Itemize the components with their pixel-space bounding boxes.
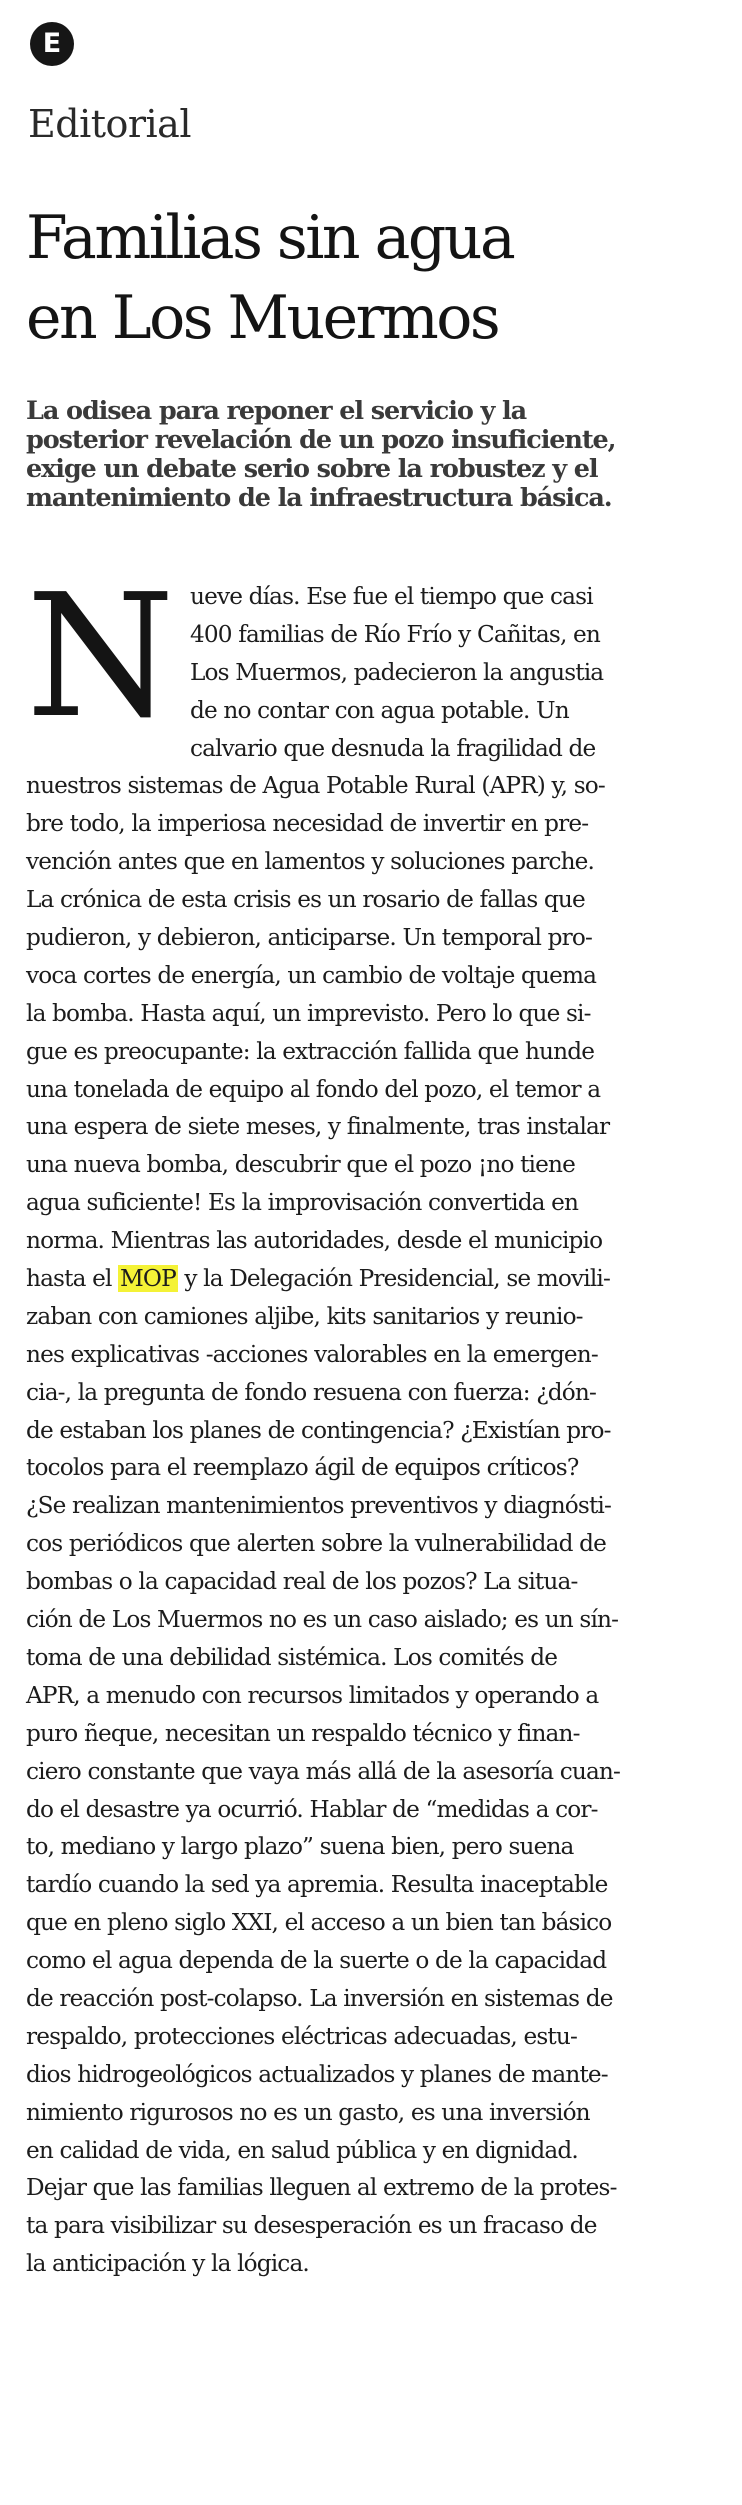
body-text-line: de reacción post-colapso. La inversión en sistemas de [26, 1984, 613, 2012]
drop-cap: N [26, 558, 171, 756]
body-text-line: la anticipación y la lógica. [26, 2250, 309, 2278]
body-text-line: tocolos para el reemplazo ágil de equipos críticos? [26, 1454, 579, 1482]
body-text-line: bombas o la capacidad real de los pozos? La situa- [26, 1568, 578, 1596]
body-text-line: voca cortes de energía, un cambio de voltaje quema [26, 961, 597, 989]
body-text-line: en calidad de vida, en salud pública y en dignidad. [26, 2136, 578, 2164]
headline [26, 198, 726, 358]
body-text-line: la bomba. Hasta aquí, un imprevisto. Pero lo que si- [26, 999, 591, 1027]
body-text-line: cia-, la pregunta de fondo resuena con fuerza: ¿dón- [26, 1378, 596, 1406]
deck-line: posterior revelación de un pozo insuficiente, [26, 425, 616, 455]
highlighted-term: MOP [120, 1265, 176, 1293]
section-label: Editorial [28, 102, 191, 146]
body-text-line: do el desastre ya ocurrió. Hablar de “medidas a cor- [26, 1795, 598, 1823]
body-text-line: to, mediano y largo plazo” suena bien, pero suena [26, 1833, 574, 1861]
body-text-line: bre todo, la imperiosa necesidad de invertir en pre- [26, 810, 589, 838]
body-text-line: La crónica de esta crisis es un rosario de fallas que [26, 886, 585, 914]
body-text-line: ciero constante que vaya más allá de la asesoría cuan- [26, 1757, 620, 1785]
headline-line-1: Familias sin agua [26, 203, 514, 273]
body-text-line: cos periódicos que alerten sobre la vulnerabilidad de [26, 1530, 606, 1558]
deck-line: La odisea para reponer el servicio y la [26, 396, 527, 426]
body-text-line: nimiento rigurosos no es un gasto, es una inversión [26, 2098, 590, 2126]
body-text-line: que en pleno siglo XXI, el acceso a un bien tan básico [26, 1909, 612, 1937]
body-text-line: ta para visibilizar su desesperación es un fracaso de [26, 2212, 597, 2240]
body-text-line: nes explicativas -acciones valorables en la emergen- [26, 1340, 598, 1368]
body-text-line: 400 familias de Río Frío y Cañitas, en [190, 620, 600, 648]
body-text-line: una tonelada de equipo al fondo del pozo, el temor a [26, 1075, 601, 1103]
body-text-line: ueve días. Ese fue el tiempo que casi [190, 583, 593, 610]
body-text-line: APR, a menudo con recursos limitados y operando a [26, 1681, 599, 1709]
body-text-line: vención antes que en lamentos y soluciones parche. [26, 848, 595, 876]
body-text-line: una espera de siete meses, y finalmente, tras instalar [26, 1113, 610, 1141]
deck-line: exige un debate serio sobre la robustez y el [26, 454, 598, 484]
body-text-line: como el agua dependa de la suerte o de la capacidad [26, 1947, 607, 1975]
body-text-line: ción de Los Muermos no es un caso aislado; es un sín- [26, 1606, 619, 1634]
body-text-line: una nueva bomba, descubrir que el pozo ¡no tiene [26, 1151, 575, 1179]
deck-line: mantenimiento de la infraestructura básica. [26, 483, 612, 513]
body-text-line: ¿Se realizan mantenimientos preventivos y diagnósti- [26, 1492, 611, 1520]
body-text-line: puro ñeque, necesitan un respaldo técnico y finan- [26, 1719, 580, 1747]
body-text-line: agua suficiente! Es la improvisación convertida en [26, 1189, 579, 1217]
body-text-line: gue es preocupante: la extracción fallida que hunde [26, 1037, 595, 1065]
body-text-line: nuestros sistemas de Agua Potable Rural (APR) y, so- [26, 772, 605, 800]
article-body [26, 558, 726, 2283]
body-text-segment: y la Delegación Presidencial, se movili- [177, 1265, 610, 1293]
body-text-line: calvario que desnuda la fragilidad de [190, 734, 596, 762]
body-text-line: pudieron, y debieron, anticiparse. Un temporal pro- [26, 924, 592, 952]
body-text-line: zaban con camiones aljibe, kits sanitarios y reunio- [26, 1302, 583, 1330]
body-text-line: de estaban los planes de contingencia? ¿Existían pro- [26, 1416, 611, 1444]
body-text-line: tardío cuando la sed ya apremia. Resulta inaceptable [26, 1871, 608, 1899]
body-text-line: dios hidrogeológicos actualizados y planes de mante- [26, 2060, 608, 2088]
body-text-line: Los Muermos, padecieron la angustia [190, 658, 604, 686]
body-text-line: toma de una debilidad sistémica. Los comités de [26, 1643, 558, 1671]
body-text-line: norma. Mientras las autoridades, desde el municipio [26, 1227, 603, 1255]
body-text-segment: hasta el [26, 1265, 119, 1293]
section-logo-badge: E [30, 22, 74, 66]
body-text-line: Dejar que las familias lleguen al extremo de la protes- [26, 2174, 617, 2202]
body-text-line [26, 1260, 726, 1298]
headline-line-2: en Los Muermos [26, 283, 499, 353]
deck-subtitle [26, 397, 726, 513]
body-text-line: de no contar con agua potable. Un [190, 696, 569, 724]
body-text-line: respaldo, protecciones eléctricas adecuadas, estu- [26, 2022, 577, 2050]
